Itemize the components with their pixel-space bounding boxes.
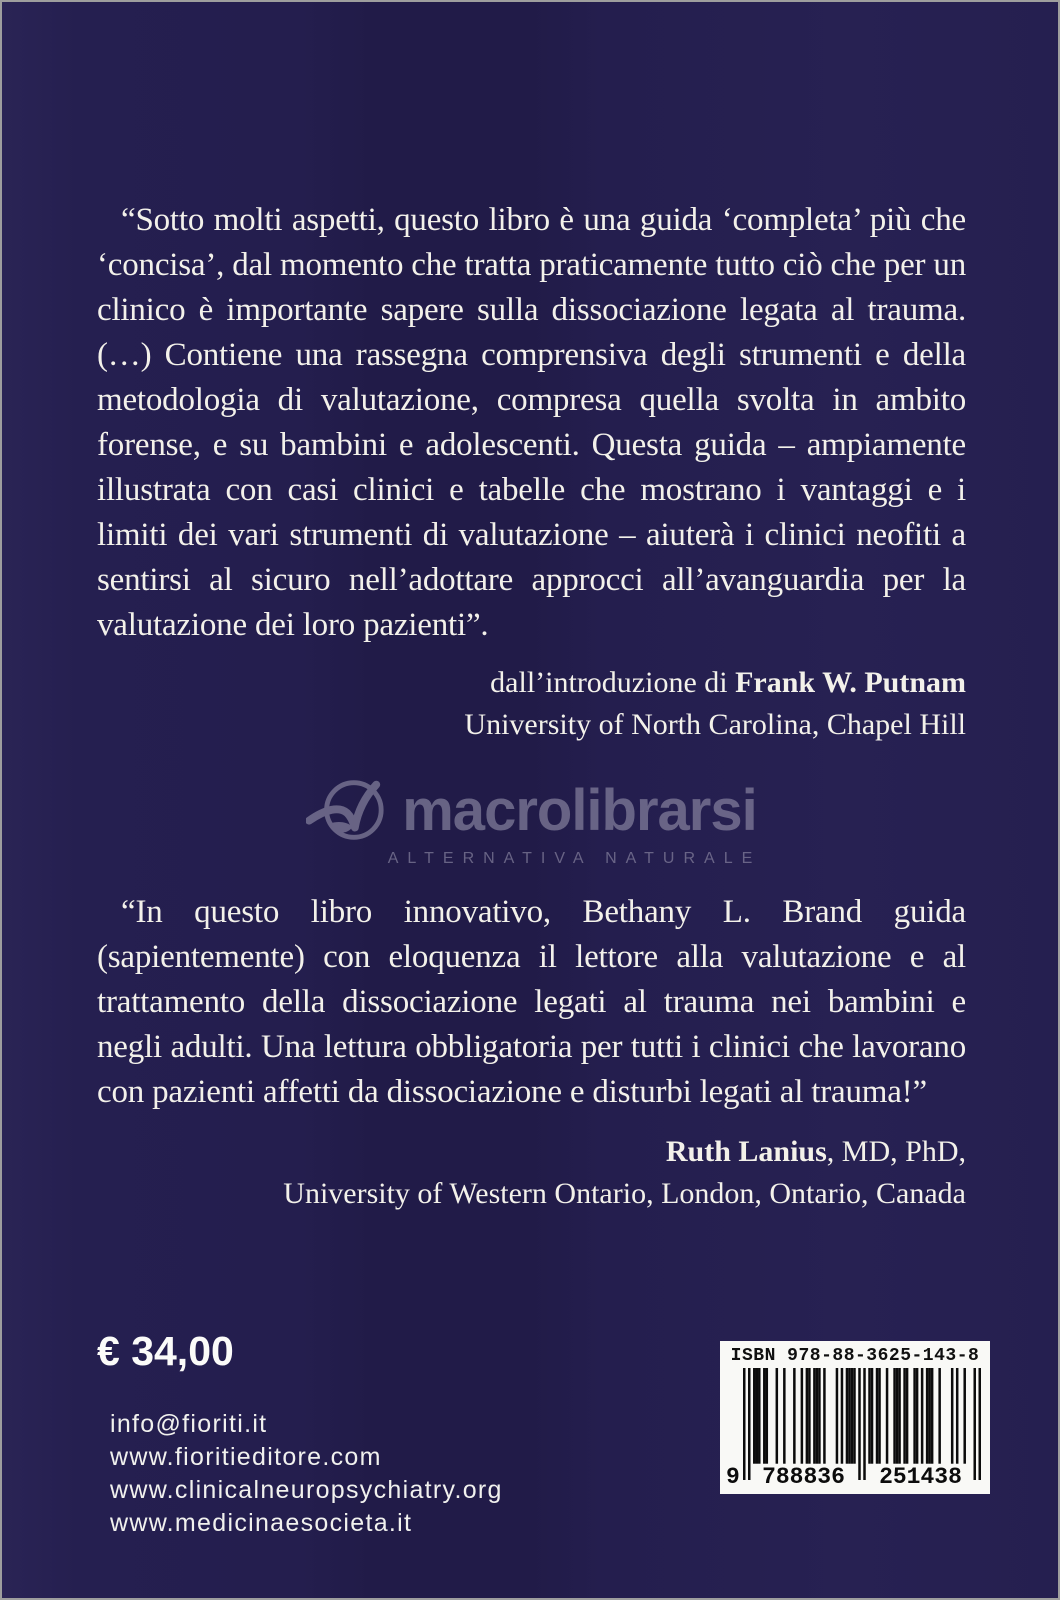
contact-list	[110, 1408, 503, 1540]
watermark-tagline: ALTERNATIVA NATURALE	[387, 850, 762, 867]
contact-journal-site: www.clinicalneuropsychiatry.org	[110, 1476, 503, 1504]
contact-email: info@fioriti.it	[110, 1410, 268, 1438]
barcode-digits-left-group: 788836	[762, 1464, 845, 1490]
attribution-lanius-name-line	[97, 1131, 966, 1173]
barcode-area	[726, 1368, 981, 1492]
macrolibrarsi-watermark	[97, 772, 966, 868]
isbn-label: ISBN 978-88-3625-143-8	[730, 1346, 980, 1366]
attribution-putnam-name: Frank W. Putnam	[735, 666, 966, 699]
attribution-putnam	[97, 662, 966, 746]
price-label: € 34,00	[97, 1328, 234, 1374]
macrolibrarsi-bird-icon	[306, 772, 392, 848]
attribution-putnam-prefix: dall’introduzione di	[490, 666, 736, 699]
contact-publisher-site: www.fioritieditore.com	[110, 1443, 382, 1471]
contact-society-site: www.medicinaesocieta.it	[110, 1509, 413, 1537]
attribution-lanius-titles: , MD, PhD,	[826, 1135, 966, 1168]
watermark-logo-text: macrolibrarsi	[402, 777, 757, 843]
quote-putnam: “Sotto molti aspetti, questo libro è una guida ‘completa’ più che ‘concisa’, dal momento che tratta praticamente tutto ciò che per un clinico è importante sapere sulla dissociazione legata al trauma. (…) Contiene una rassegna comprensiva degli strumenti e della metodologia di valutazione, compresa quella svolta in ambito forense, e su bambini e adolescenti. Questa guida – ampiamente illustrata con casi clinici e tabelle che mostrano i vantaggi e i limiti dei vari strumenti di valutazione – aiuterà i clinici neofiti a sentirsi al sicuro nell’adottare approcci all’avanguardia per la valutazione dei loro pazienti”.	[97, 202, 966, 643]
barcode-digit-lead: 9	[726, 1464, 740, 1490]
attribution-lanius-name: Ruth Lanius	[665, 1135, 827, 1168]
main-text-column	[97, 2, 966, 1215]
attribution-lanius-affiliation: University of Western Ontario, London, Ontario, Canada	[283, 1177, 966, 1210]
attribution-putnam-affiliation: University of North Carolina, Chapel Hill	[464, 708, 966, 741]
watermark-row	[306, 772, 757, 848]
attribution-lanius	[97, 1131, 966, 1215]
barcode-digits-right-group: 251438	[879, 1464, 962, 1490]
isbn-barcode-box	[720, 1341, 990, 1494]
attribution-putnam-name-line	[97, 662, 966, 704]
quote-lanius: “In questo libro innovativo, Bethany L. Brand guida (sapientemente) con eloquenza il lettore alla valutazione e al trattamento della dissociazione legati al trauma nei bambini e negli adulti. Una lettura obbligatoria per tutti i clinici che lavorano con pazienti affetti da dissociazione e disturbi legati al trauma!”	[97, 894, 966, 1110]
